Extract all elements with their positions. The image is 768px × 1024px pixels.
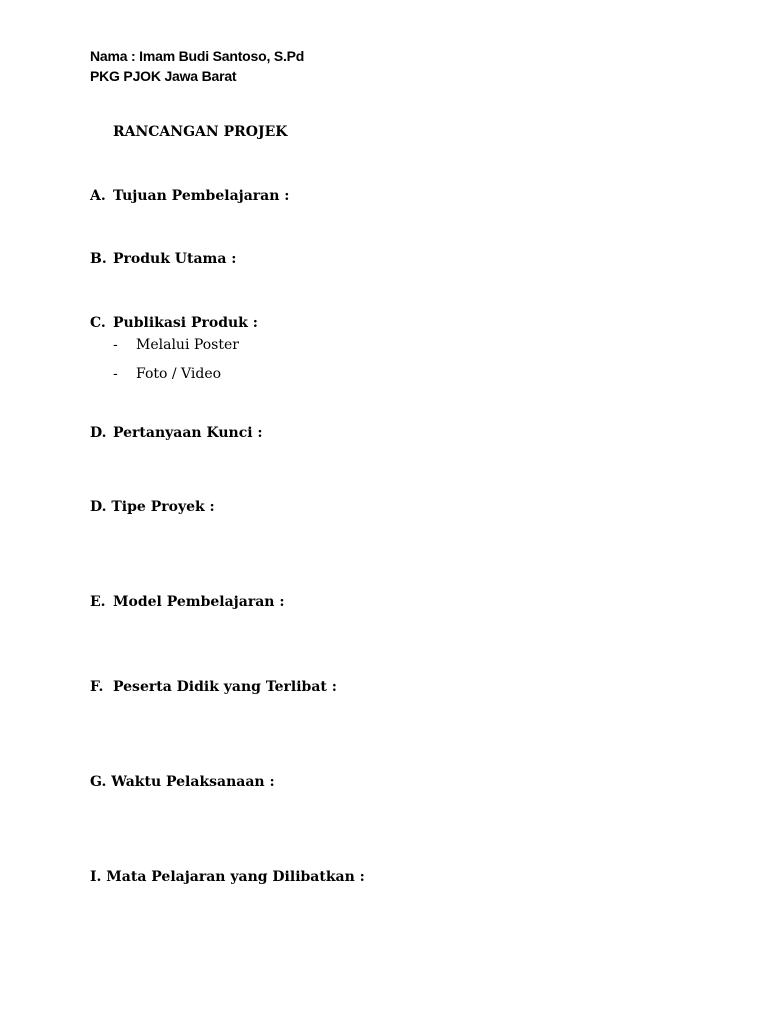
author-name-line: Nama : Imam Budi Santoso, S.Pd <box>90 48 305 64</box>
section-label: Pertanyaan Kunci : <box>113 425 263 441</box>
section-d <box>90 424 263 442</box>
section-label: Model Pembelajaran : <box>113 594 285 610</box>
section-c <box>90 314 258 332</box>
section-e <box>90 593 285 611</box>
bullet-item <box>113 336 239 354</box>
section-letter: E. <box>90 594 106 610</box>
section-letter: B. <box>90 251 107 267</box>
section-label: Tujuan Pembelajaran : <box>113 188 290 204</box>
bullet-text: Foto / Video <box>136 366 222 382</box>
section-i: I. Mata Pelajaran yang Dilibatkan : <box>90 869 365 885</box>
section-a <box>90 187 289 205</box>
section-label: Peserta Didik yang Terlibat : <box>113 679 337 695</box>
bullet-item <box>113 365 221 383</box>
bullet-text: Melalui Poster <box>136 337 239 353</box>
section-label: Publikasi Produk : <box>113 315 258 331</box>
document-title: RANCANGAN PROJEK <box>113 124 288 140</box>
section-g: G. Waktu Pelaksanaan : <box>90 774 275 790</box>
dash-marker: - <box>113 337 118 353</box>
section-b <box>90 250 236 268</box>
section-letter: F. <box>90 679 104 695</box>
section-letter: A. <box>90 188 106 204</box>
section-f <box>90 678 337 696</box>
section-label: Produk Utama : <box>113 251 237 267</box>
section-d-tipe-proyek: D. Tipe Proyek : <box>90 499 215 515</box>
organization-line: PKG PJOK Jawa Barat <box>90 68 237 84</box>
section-letter: D. <box>90 425 107 441</box>
dash-marker: - <box>113 366 118 382</box>
section-letter: C. <box>90 315 106 331</box>
